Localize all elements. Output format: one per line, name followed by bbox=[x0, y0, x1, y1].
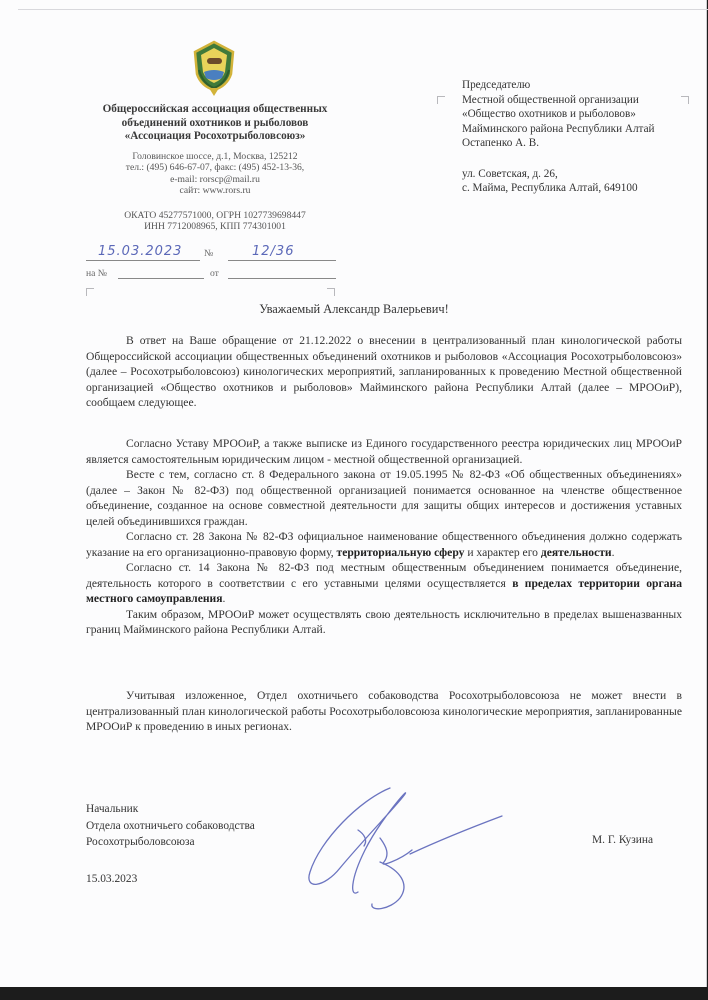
sender-org-name bbox=[60, 103, 370, 144]
ref-from-label: от bbox=[210, 268, 219, 279]
sender-address: Головинское шоссе, д.1, Москва, 125212 bbox=[132, 151, 298, 162]
handwritten-signature-icon bbox=[240, 780, 520, 915]
page-top-edge bbox=[18, 9, 708, 10]
addressee-org-line: Местной общественной организации bbox=[462, 93, 639, 106]
signature-date: 15.03.2023 bbox=[86, 873, 138, 885]
outgoing-number: 12/36 bbox=[252, 244, 295, 259]
letter-paragraph-1 bbox=[86, 333, 682, 411]
corner-mark bbox=[327, 288, 335, 296]
letter-conclusion bbox=[86, 688, 682, 735]
bold-emphasis: территориальную сферу bbox=[336, 545, 465, 559]
signer-position bbox=[86, 801, 255, 851]
text-run: Согласно ст. 14 Закона № 82-ФЗ под местным общественным объединением понимается объединение, деятельность которого в соответствии с его уставными целями осуществляется bbox=[86, 561, 682, 590]
ref-number-label: на № bbox=[86, 268, 107, 279]
number-label: № bbox=[204, 248, 214, 259]
addressee-city: с. Майма, Республика Алтай, 649100 bbox=[462, 182, 638, 194]
bold-emphasis: в пределах территории органа местного самоуправления bbox=[86, 576, 682, 605]
salutation: Уважаемый Александр Валерьевич! bbox=[259, 302, 449, 316]
sender-website: сайт: www.rors.ru bbox=[179, 185, 251, 197]
sender-contacts bbox=[60, 151, 370, 197]
okato-ogrn: ОКАТО 45277571000, ОГРН 1027739698447 bbox=[124, 210, 306, 221]
text-run: . bbox=[222, 592, 226, 605]
number-underline bbox=[228, 260, 336, 261]
paragraph-text bbox=[86, 560, 682, 607]
text-run: Согласно ст. 28 Закона № 82-ФЗ официальное наименование общественного объединения должно содержать указание на его организационно-правовую форму, bbox=[86, 530, 682, 559]
signer-name: М. Г. Кузина bbox=[592, 834, 654, 846]
position-line: Росохотрыболовсоюза bbox=[86, 836, 195, 848]
org-name-line: объединений охотников и рыболовов bbox=[121, 116, 309, 129]
outgoing-date: 15.03.2023 bbox=[98, 244, 183, 259]
position-line: Начальник bbox=[86, 803, 139, 815]
paragraph-text bbox=[86, 529, 682, 560]
addressee-org-line: Майминского района Республики Алтай bbox=[462, 122, 655, 135]
sender-email: e-mail: rorscp@mail.ru bbox=[170, 173, 260, 185]
ref-number-underline bbox=[118, 278, 204, 279]
emblem-icon bbox=[189, 40, 239, 98]
addressee-block bbox=[462, 78, 692, 196]
text-run: и характер его bbox=[464, 545, 541, 559]
org-name-line: Общероссийская ассоциация общественных bbox=[102, 103, 328, 115]
bold-emphasis: деятельности bbox=[540, 545, 612, 559]
paragraph-text: Весте с тем, согласно ст. 8 Федерального закона от 19.05.1995 № 82-ФЗ «Об общественных объединениях» (далее – Закон № 82-ФЗ) под общественной организацией понимается основанное на членстве общественное объединение, созданное на основе совместной деятельности для защиты общих интересов и достижения уставных целей объединившихся граждан. bbox=[86, 468, 682, 528]
paragraph-text: Таким образом, МРООиР может осуществлять свою деятельность исключительно в пределах вышеназванных границ Майминского района Республики Алтай. bbox=[86, 607, 682, 636]
org-name-line: «Ассоциация Росохотрыболовсоюз» bbox=[124, 130, 306, 143]
ref-from-underline bbox=[228, 278, 336, 279]
addressee-title: Председателю bbox=[462, 79, 531, 91]
date-underline bbox=[86, 260, 200, 261]
paragraph-text: В ответ на Ваше обращение от 21.12.2022 о внесении в централизованный план кинологической работы Общероссийской ассоциации общественных объединений охотников и рыболовов «Ассоциация Росохотрыболовсоюз» (далее – Росохотрыболовсоюз) кинологических мероприятий, запланированных к проведению Местной общественной организацией «Общество охотников и рыболовов» Майминского района Республики Алтай (далее – МРООиР), сообщаем следующее. bbox=[86, 334, 682, 409]
paragraph-text: Учитывая изложенное, Отдел охотничьего собаководства Росохотрыболовсоюза не может внести в централизованный план кинологической работы Росохотрыболовсоюза кинологические мероприятия, запланированные МРООиР к проведению в иных регионах. bbox=[86, 689, 682, 733]
addressee-org-line: «Общество охотников и рыболовов» bbox=[462, 108, 636, 120]
addressee-name: Остапенко А. В. bbox=[462, 137, 540, 149]
text-run: . bbox=[611, 545, 615, 559]
addressee-street: ул. Советская, д. 26, bbox=[462, 167, 558, 180]
position-line: Отдела охотничьего собаководства bbox=[86, 819, 255, 832]
corner-mark bbox=[86, 288, 94, 296]
paragraph-text: Согласно Уставу МРООиР, а также выписке из Единого государственного реестра юридических лиц МРООиР является самостоятельным юридическим лицом - местной общественной организацией. bbox=[86, 437, 682, 466]
corner-mark bbox=[437, 96, 445, 104]
inn-kpp: ИНН 7712008965, КПП 774301001 bbox=[144, 221, 286, 233]
sender-registry-codes bbox=[60, 210, 370, 233]
letter-body-main bbox=[86, 436, 682, 638]
sender-phone-fax: тел.: (495) 646-67-07, факс: (495) 452-13-36, bbox=[125, 162, 305, 174]
